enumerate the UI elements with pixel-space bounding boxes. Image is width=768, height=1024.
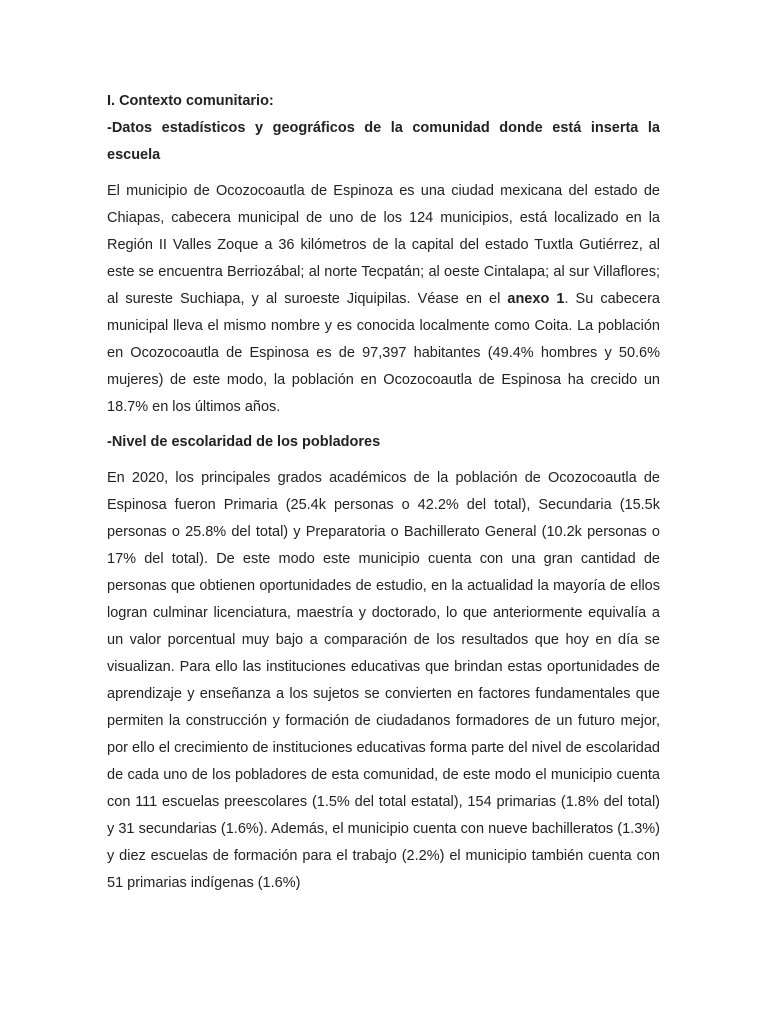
document-page [107, 88, 660, 897]
paragraph-education-level: En 2020, los principales grados académicos de la población de Ocozocoautla de Espinosa fueron Primaria (25.4k personas o 42.2% del total), Secundaria (15.5k personas o 25.8% del total) y Preparatoria o Bachillerato General (10.2k personas o 17% del total). De este modo este municipio cuenta con una gran cantidad de personas que obtienen oportunidades de estudio, en la actualidad la mayoría de ellos logran culminar licenciatura, maestría y doctorado, lo que anteriormente equivalía a un valor porcentual muy bajo a comparación de los resultados que hoy en día se visualizan. Para ello las instituciones educativas que brindan estas oportunidades de aprendizaje y enseñanza a los sujetos se convierten en factores fundamentales que permiten la construcción y formación de ciudadanos formadores de un futuro mejor, por ello el crecimiento de instituciones educativas forma parte del nivel de escolaridad de cada uno de los pobladores de esta comunidad, de este modo el municipio cuenta con 111 escuelas preescolares (1.5% del total estatal), 154 primarias (1.8% del total) y 31 secundarias (1.6%). Además, el municipio cuenta con nueve bachilleratos (1.3%) y diez escuelas de formación para el trabajo (2.2%) el municipio también cuenta con 51 primarias indígenas (1.6%) [107, 470, 660, 891]
paragraph-community-context [107, 178, 660, 421]
section-title: I. Contexto comunitario: [107, 93, 274, 109]
subsection-title-education: -Nivel de escolaridad de los pobladores [107, 434, 381, 450]
annex-reference: anexo 1 [507, 291, 565, 307]
subsection-title-statistics: -Datos estadísticos y geográficos de la comunidad donde está inserta la escuela [107, 120, 660, 163]
paragraph-text-part: . Su cabecera municipal lleva el mismo nombre y es conocida localmente como Coita. La población en Ocozocoautla de Espinosa es de 97,397 habitantes (49.4% hombres y 50.6% mujeres) de este modo, la población en Ocozocoautla de Espinosa ha crecido un 18.7% en los últimos años. [107, 291, 660, 415]
paragraph-text-part: El municipio de Ocozocoautla de Espinoza es una ciudad mexicana del estado de Chiapas, cabecera municipal de uno de los 124 municipios, está localizado en la Región II Valles Zoque a 36 kilómetros de la capital del estado Tuxtla Gutiérrez, al este se encuentra Berriozábal; al norte Tecpatán; al oeste Cintalapa; al sur Villaflores; al sureste Suchiapa, y al suroeste Jiquipilas. Véase en el [107, 183, 660, 307]
